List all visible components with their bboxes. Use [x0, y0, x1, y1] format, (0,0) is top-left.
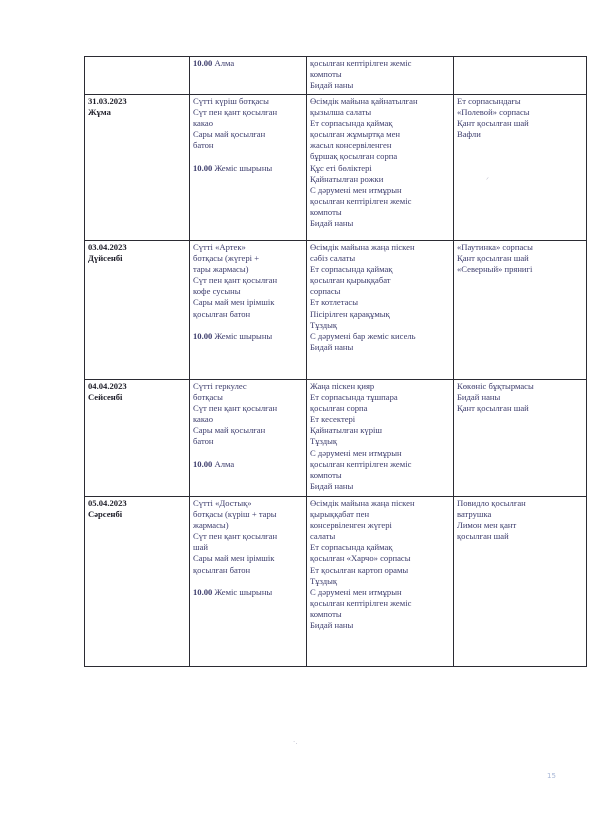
afternoon-item: Ет сорпасындағы [457, 96, 521, 106]
lunch-item: Тұздық [310, 319, 338, 330]
lunch-cell [307, 380, 454, 497]
snack-name: Жеміс шырыны [214, 586, 273, 597]
breakfast-item: Сүт пен қант қосылған [193, 531, 278, 542]
afternoon-cell [454, 95, 587, 241]
lunch-item: Қайнатылған рожки [310, 173, 384, 184]
lunch-item: компоты [310, 608, 342, 619]
lunch-item: қызылша салаты [310, 107, 372, 118]
spacer [193, 576, 303, 587]
afternoon-item: Вафли [457, 129, 481, 140]
breakfast-item: батон [193, 140, 214, 151]
snack-name: Жеміс шырыны [214, 162, 273, 173]
breakfast-item: батон [193, 436, 214, 447]
lunch-item: Ет сорпасында тұшпара [310, 392, 398, 403]
snack-time: 10.00 [193, 330, 213, 341]
lunch-item: Өсімдік майына жаңа піскен [310, 242, 415, 252]
snack-time: 10.00 [193, 458, 213, 469]
menu-table-body [85, 57, 587, 667]
menu-date: 31.03.2023 [88, 96, 127, 106]
breakfast-item: кофе сусыны [193, 286, 241, 297]
lunch-item: қырыққабат пен [310, 509, 370, 520]
breakfast-item: қосылған батон [193, 564, 251, 575]
lunch-item: Бидай наны [310, 480, 354, 491]
table-row [85, 497, 587, 667]
breakfast-item: Сүтті «Достық» [193, 498, 252, 508]
lunch-item: қосылған «Харчо» сорпасы [310, 553, 411, 564]
lunch-item: салаты [310, 531, 336, 542]
lunch-item: Бидай наны [310, 341, 354, 352]
lunch-cell [307, 241, 454, 380]
snack-time: 10.00 [193, 58, 213, 68]
afternoon-item: Қант қосылған шай [457, 253, 529, 264]
lunch-item: С дәрумені мен итмұрын [310, 586, 402, 597]
breakfast-item: ботқасы (күріш + тары [193, 509, 277, 520]
table-row [85, 380, 587, 497]
table-row [85, 95, 587, 241]
lunch-item: Өсімдік майына қайнатылған [310, 96, 418, 106]
lunch-item: С дәрумені бар жеміс кисель [310, 330, 416, 341]
breakfast-cell [190, 241, 307, 380]
breakfast-item: ботқасы [193, 392, 223, 403]
menu-date: 04.04.2023 [88, 381, 127, 391]
snack-item [193, 459, 303, 470]
lunch-item: Тұздық [310, 436, 338, 447]
breakfast-item: ботқасы (жүгері + [193, 253, 260, 264]
day-cell [85, 380, 190, 497]
lunch-item: Ет қосылған картоп орамы [310, 564, 409, 575]
snack-item [193, 331, 303, 342]
breakfast-cell [190, 57, 307, 95]
breakfast-item: Сары май мен ірімшік [193, 553, 275, 564]
lunch-item: Тұздық [310, 575, 338, 586]
lunch-item: компоты [310, 469, 342, 480]
lunch-item: қосылған кептірілген жеміс [310, 195, 412, 206]
menu-weekday: Сәрсенбі [88, 509, 123, 520]
table-row [85, 57, 587, 95]
afternoon-cell [454, 241, 587, 380]
lunch-item: С дәрумені мен итмұрын [310, 447, 402, 458]
snack-name: Алма [214, 58, 235, 68]
breakfast-item: тары жармасы) [193, 264, 249, 275]
afternoon-item: Қант қосылған шай [457, 118, 529, 129]
breakfast-item: Сүтті геркулес [193, 381, 247, 391]
afternoon-item: Лимон мен қант [457, 520, 517, 531]
lunch-item: Бидай наны [310, 218, 354, 229]
breakfast-item: шай [193, 542, 209, 553]
page-number: 15 [547, 772, 556, 780]
lunch-item: Қайнатылған күріш [310, 425, 383, 436]
lunch-cell [307, 95, 454, 241]
breakfast-item: какао [193, 414, 214, 425]
snack-name: Жеміс шырыны [214, 330, 273, 341]
menu-date: 05.04.2023 [88, 498, 127, 508]
breakfast-item: Сүт пен қант қосылған [193, 403, 278, 414]
snack-item [193, 587, 303, 598]
lunch-item: қосылған қырыққабат [310, 275, 391, 286]
lunch-item: С дәрумені мен итмұрын [310, 184, 402, 195]
breakfast-cell [190, 380, 307, 497]
afternoon-cell [454, 380, 587, 497]
menu-weekday: Сейсенбі [88, 392, 123, 403]
day-cell [85, 57, 190, 95]
snack-item [193, 58, 303, 69]
snack-time: 10.00 [193, 162, 213, 173]
breakfast-item: жармасы) [193, 520, 229, 531]
lunch-item: Бидай наны [310, 80, 354, 91]
breakfast-item: Сүтті «Артек» [193, 242, 246, 252]
day-cell [85, 497, 190, 667]
breakfast-item: Сүт пен қант қосылған [193, 107, 278, 118]
menu-weekday: Жұма [88, 107, 111, 118]
scan-mark: ·. [293, 738, 298, 746]
lunch-item: сорпасы [310, 286, 341, 297]
spacer [193, 448, 303, 459]
afternoon-item: «Паутинка» сорпасы [457, 242, 533, 252]
afternoon-item: «Северный» прянигі [457, 264, 533, 275]
lunch-item: жасыл консервіленген [310, 140, 392, 151]
lunch-cell [307, 497, 454, 667]
lunch-item: Ет сорпасында қаймақ [310, 264, 393, 275]
breakfast-item: Сары май мен ірімшік [193, 297, 275, 308]
menu-date: 03.04.2023 [88, 242, 127, 252]
lunch-item: компоты [310, 206, 342, 217]
lunch-item: қосылған кептірілген жеміс [310, 597, 412, 608]
lunch-item: қосылған кептірілген жеміс [310, 458, 412, 469]
lunch-item: Ет кесектері [310, 414, 356, 425]
breakfast-cell [190, 497, 307, 667]
lunch-item: Бидай наны [310, 620, 354, 631]
lunch-cell [307, 57, 454, 95]
lunch-item: Ет котлетасы [310, 297, 358, 308]
afternoon-item: Повидло қосылған [457, 498, 526, 508]
snack-item [193, 163, 303, 174]
afternoon-item: ватрушка [457, 509, 492, 520]
lunch-item: сәбіз салаты [310, 253, 356, 264]
breakfast-item: какао [193, 118, 214, 129]
afternoon-item: Көкөніс бұқтырмасы [457, 381, 534, 391]
afternoon-item: Қант қосылған шай [457, 403, 529, 414]
afternoon-item: Бидай наны [457, 392, 501, 403]
breakfast-item: Сүтті күріш ботқасы [193, 96, 269, 106]
snack-time: 10.00 [193, 586, 213, 597]
breakfast-item: Сары май қосылған [193, 425, 266, 436]
day-cell [85, 95, 190, 241]
afternoon-item: қосылған шай [457, 531, 509, 542]
lunch-item: қосылған жұмыртқа мен [310, 129, 401, 140]
scan-mark: ᐟ [486, 176, 489, 184]
lunch-item: Ет сорпасында қаймақ [310, 118, 393, 129]
snack-name: Алма [214, 458, 235, 469]
lunch-item: бұршақ қосылған сорпа [310, 151, 398, 162]
breakfast-cell [190, 95, 307, 241]
lunch-item: консервіленген жүгері [310, 520, 392, 531]
table-row [85, 241, 587, 380]
lunch-item: қосылған сорпа [310, 403, 368, 414]
lunch-item: Пісірілген қарақұмық [310, 308, 390, 319]
afternoon-cell [454, 57, 587, 95]
lunch-item: Жаңа піскен қияр [310, 381, 375, 391]
breakfast-item: қосылған батон [193, 308, 251, 319]
afternoon-item: «Полевой» сорпасы [457, 107, 530, 118]
day-cell [85, 241, 190, 380]
lunch-item: компоты [310, 69, 342, 80]
afternoon-cell [454, 497, 587, 667]
menu-table [84, 56, 587, 667]
lunch-item: Өсімдік майына жаңа піскен [310, 498, 415, 508]
lunch-item: Құс еті бөліктері [310, 162, 372, 173]
lunch-item: Ет сорпасында қаймақ [310, 542, 393, 553]
spacer [193, 320, 303, 331]
breakfast-item: Сары май қосылған [193, 129, 266, 140]
menu-weekday: Дүйсенбі [88, 253, 123, 264]
breakfast-item: Сүт пен қант қосылған [193, 275, 278, 286]
spacer [193, 151, 303, 162]
lunch-item: қосылған кептірілген жеміс [310, 58, 412, 68]
